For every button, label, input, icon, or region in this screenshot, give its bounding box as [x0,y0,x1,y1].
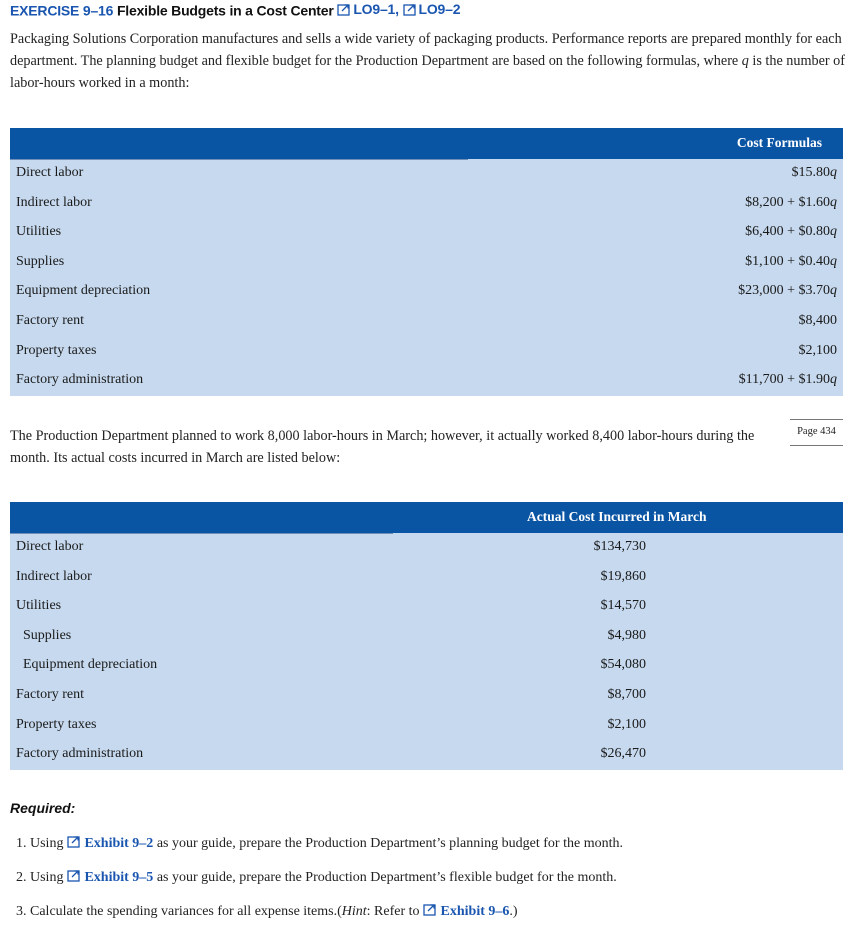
exhibit-link-label: Exhibit 9–5 [84,870,154,885]
formula-amount: $11,700 + $1.90 [738,372,830,388]
page-marker: Page 434 [790,419,843,446]
actual-cost-value: $26,470 [600,746,646,762]
external-link-icon [403,3,417,16]
formula-variable: q [830,194,837,210]
external-link-icon [67,869,81,882]
formula-amount: $6,400 + $0.80 [745,224,830,240]
row-label: Factory administration [16,746,144,762]
exercise-title: Flexible Budgets in a Cost Center [116,2,334,19]
table-row [10,681,843,711]
row-label: Direct labor [16,165,84,180]
formula-variable: q [830,283,837,299]
row-label: Supplies [23,627,72,643]
middle-paragraph: The Production Department planned to work 8,000 labor-hours in March; however, it actually worked 8,400 labor-hours during the month. Its actual costs incurred in March are listed below: [10,428,755,466]
exhibit-link-9-6[interactable] [423,904,509,919]
required-item-3 [16,903,518,920]
formula-amount: $2,100 [798,342,837,358]
item-text: as your guide, prepare the Production Department’s planning budget for the month. [153,836,623,851]
external-link-icon [423,903,437,916]
row-label: Direct labor [16,539,84,554]
lo-link-2-label: LO9–2 [418,1,461,17]
required-item-1 [16,835,623,852]
cost-formula [745,195,837,211]
row-label: Equipment depreciation [23,657,158,673]
item-text: Using [30,870,64,885]
actual-costs-table [10,502,843,770]
intro-text-a: Packaging Solutions Corporation manufactures and sells a wide variety of packaging products. Performance reports are prepared monthly for each department. The planning budget and flexible budget for the Production Department are based on the following formulas, where [10,31,842,69]
actual-cost-value: $14,570 [600,598,646,614]
row-label: Utilities [16,224,62,240]
actual-cost-header: Actual Cost Incurred in March [527,509,707,524]
cost-formula [799,343,838,359]
table-body [10,533,843,770]
table-header [10,128,843,159]
table-row [10,248,843,278]
actual-cost-value: $134,730 [593,539,646,554]
table-row [10,189,843,219]
lo-link-1[interactable] [337,0,399,18]
item-text: Calculate the spending variances for all expense items.( [30,904,342,919]
row-label: Factory rent [16,686,85,702]
intro-q: q [741,53,749,69]
exhibit-link-9-2[interactable] [67,836,153,851]
table-row [10,592,843,622]
cost-formula [739,372,837,388]
exhibit-link-label: Exhibit 9–6 [440,904,510,919]
row-label: Indirect labor [16,194,92,210]
actual-cost-value: $8,700 [607,686,646,702]
row-label: Equipment depreciation [16,283,151,299]
formula-variable: q [830,372,837,388]
row-label: Supplies [16,253,65,269]
intro-paragraph [10,28,846,94]
item-number: 3. [16,904,27,919]
formula-amount: $1,100 + $0.40 [745,253,830,269]
table-row [10,711,843,741]
table-row [10,307,843,337]
exercise-header [10,0,460,20]
hint-label: Hint [341,904,367,919]
formula-variable: q [830,224,837,240]
formula-amount: $8,200 + $1.60 [745,194,830,210]
item-text: as your guide, prepare the Production Department’s flexible budget for the month. [153,870,617,885]
formula-amount: $8,400 [798,312,837,328]
table-row [10,337,843,367]
table-row [10,533,843,563]
cost-formula [738,283,837,299]
item-number: 2. [16,870,27,885]
external-link-icon [67,835,81,848]
table-row [10,159,843,189]
exhibit-link-label: Exhibit 9–2 [84,836,154,851]
actual-cost-value: $2,100 [607,716,646,732]
item-number: 1. [16,836,27,851]
table-row [10,740,843,770]
required-heading: Required: [10,800,76,816]
cost-formula [792,165,838,181]
item-text: : Refer to [366,904,420,919]
cost-formulas-header: Cost Formulas [736,135,822,150]
cost-formulas-table [10,128,843,396]
formula-amount: $15.80 [791,165,830,180]
table-row [10,651,843,681]
external-link-icon [337,3,351,16]
row-label: Factory rent [16,312,85,328]
formula-amount: $23,000 + $3.70 [738,283,830,299]
actual-cost-value: $54,080 [600,657,646,673]
item-text: .) [509,904,518,919]
actual-cost-value: $4,980 [607,627,646,643]
row-label: Factory administration [16,372,144,388]
item-text: Using [30,836,64,851]
required-item-2 [16,869,617,886]
table-row [10,366,843,396]
exercise-number: EXERCISE 9–16 [10,2,114,19]
cost-formula [745,224,837,240]
cost-formula [745,254,837,270]
table-row [10,563,843,593]
table-header [10,502,843,533]
intro-text-b: is the number of labor-hours worked in a month: [10,53,845,91]
row-label: Indirect labor [16,568,92,584]
formula-variable: q [830,165,837,180]
row-label: Property taxes [16,342,97,358]
table-row [10,277,843,307]
formula-variable: q [830,253,837,269]
cost-formula [799,313,838,329]
table-row [10,218,843,248]
table-body [10,159,843,396]
row-label: Utilities [16,598,62,614]
exhibit-link-9-5[interactable] [67,870,153,885]
lo-link-2[interactable] [403,0,461,18]
table-row [10,622,843,652]
actual-cost-value: $19,860 [600,568,646,584]
row-label: Property taxes [16,716,97,732]
lo-link-1-label: LO9–1, [353,1,399,17]
